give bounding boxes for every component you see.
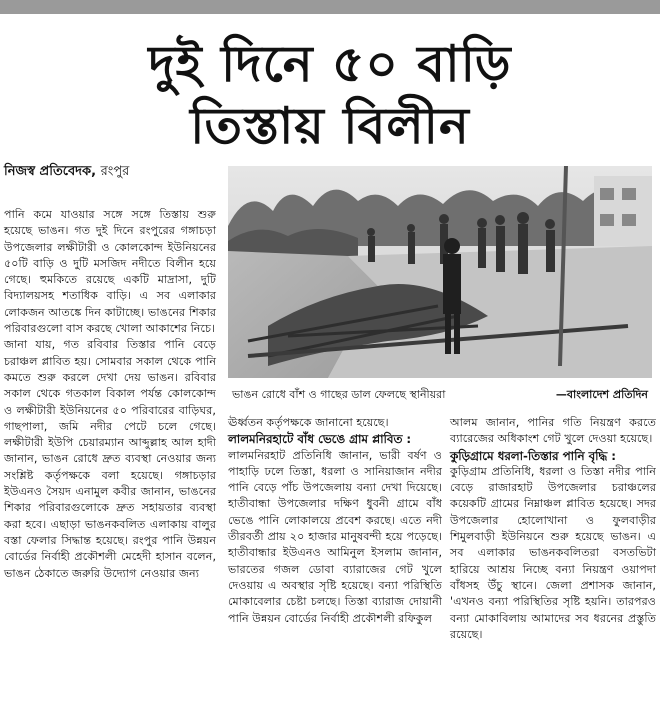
photo-caption: ভাঙন রোধে বাঁশ ও গাছের ডাল ফেলছে স্থানীয়রা: [232, 388, 446, 401]
news-photo: [228, 166, 652, 378]
byline-author: নিজস্ব প্রতিবেদক,: [4, 164, 97, 179]
photo-credit: —বাংলাদেশ প্রতিদিন: [555, 388, 648, 401]
paragraph: পানি কমে যাওয়ার সঙ্গে সঙ্গে তিস্তায় শুরু হয়েছে ভাঙন। গত দুই দিনে রংপুরের গঙ্গাচড়া উপজেলার লক্ষীটারী ও কোলকোন্দ ইউনিয়নের ৫০টি বাড়ি ও দুটি মসজিদ নদীতে বিলীন হয়ে গেছে। হুমকিতে রয়েছে একটি মাদ্রাসা, দুটি বিদ্যালয়সহ শতাধিক বাড়ি। এ সব এলাকার লোকজন আতঙ্কে দিন কাটাচ্ছে। ভাঙনের শিকার পরিবারগুলো বাস করছে খোলা আকাশের নিচে।: [4, 208, 216, 336]
paragraph: ঊর্ধ্বতন কর্তৃপক্ষকে জানানো হয়েছে।: [228, 416, 389, 429]
article-column-1: [4, 207, 216, 582]
photo-caption-bar: [228, 383, 652, 405]
riverbank-photo-illustration: [228, 166, 652, 378]
headline-line-1: দুই দিনে ৫০ বাড়ি: [148, 35, 512, 93]
page-top-rule: [0, 0, 660, 14]
paragraph: জানা যায়, গত রবিবার তিস্তার পানি বেড়ে চরাঞ্চল প্লাবিত হয়। সোমবার সকাল থেকে পানি কমতে শুরু করলে দেখা দেয় ভাঙন। রবিবার সকাল থেকে গতকাল বিকাল পর্যন্ত কোলকোন্দ ও লক্ষীটারী ইউনিয়নের ৫০ পরিবারের বাড়িঘর, গাছপালা, জমি নদীর পেটে চলে গেছে। লক্ষীটারী ইউপি চেয়ারম্যান আব্দুল্লাহ আল হাদী জানান, ভাঙন রোধে দ্রুত ব্যবস্থা নেওয়ার জন্য সংশ্লিষ্ট কর্তৃপক্ষকে বলা হয়েছে। গঙ্গাচড়ার ইউএনও সৈয়দ এনামুল কবীর জানান, ভাঙনের শিকার পরিবারগুলোকে দ্রুত সহায়তার ব্যবস্থা করা হবে। এছাড়া ভাঙনকবলিত এলাকায় বালুর বস্তা ফেলার সিদ্ধান্ত হয়েছে। রংপুর পানি উন্নয়ন বোর্ডের নির্বাহী প্রকৌশলী মেহেদী হাসান বলেন, ভাঙন ঠেকাতে জরুরি উদ্যোগ নেওয়ার জন্য: [4, 338, 216, 580]
byline: [4, 162, 216, 183]
subheading: লালমনিরহাটে বাঁধ ভেঙে গ্রাম প্লাবিত :: [228, 432, 412, 447]
paragraph: কুড়িগ্রাম প্রতিনিধি, ধরলা ও তিস্তা নদীর পানি বেড়ে রাজারহাট উপজেলার চরাঞ্চলের কয়েকটি গ্রামের নিম্নাঞ্চল প্লাবিত হয়েছে। সদর উপজেলার হোলোখানা ও ফুলবাড়ীর শিমুলবাড়ী ইউনিয়নে শুরু হয়েছে ভাঙন। এ সব এলাকার ভাঙনকবলিতরা বসতভিটা হারিয়ে আশ্রয় নিচ্ছে বন্যা নিয়ন্ত্রণ ওয়াপদা বাঁধসহ উঁচু স্থানে। জেলা প্রশাসক জানান, 'এখনও বন্যা পরিস্থিতির সৃষ্টি হয়নি। তারপরও বন্যা মোকাবিলায় আমাদের সব ধরনের প্রস্তুতি রয়েছে।: [450, 464, 656, 641]
byline-place: রংপুর: [100, 164, 130, 179]
article-column-3: [450, 415, 656, 643]
headline-line-2: তিস্তায় বিলীন: [190, 97, 470, 155]
subheading: কুড়িগ্রামে ধরলা-তিস্তার পানি বৃদ্ধি :: [450, 448, 617, 463]
article-column-2: [228, 415, 442, 627]
paragraph: আলম জানান, পানির গতি নিয়ন্ত্রণ করতে ব্যারেজের অধিকাংশ গেট খুলে দেওয়া হয়েছে।: [450, 416, 656, 446]
paragraph: লালমনিরহাট প্রতিনিধি জানান, ভারী বর্ষণ ও পাহাড়ি ঢলে তিস্তা, ধরলা ও সানিয়াজান নদীর পানি বেড়ে পাঁচ উপজেলায় বন্যা দেখা দিয়েছে। হাতীবান্ধা উপজেলার দক্ষিণ ধুবনী গ্রামে বাঁধ ভেঙে পানি লোকালয়ে প্রবেশ করছে। এতে নদী তীরবর্তী প্রায় ২০ হাজার মানুষবন্দী হয়ে পড়েছে। হাতীবান্ধার ইউএনও আমিনুল ইসলাম জানান, ভারতের গজল ডোবা ব্যারাজের গেট খুলে দেওয়ায় এ অবস্থার সৃষ্টি হয়েছে। বন্যা পরিস্থিতি মোকাবেলার চেষ্টা চলছে। তিস্তা ব্যারাজ দোয়ানী পানি উন্নয়ন বোর্ডের নির্বাহী প্রকৌশলী রফিকুল: [228, 448, 442, 625]
